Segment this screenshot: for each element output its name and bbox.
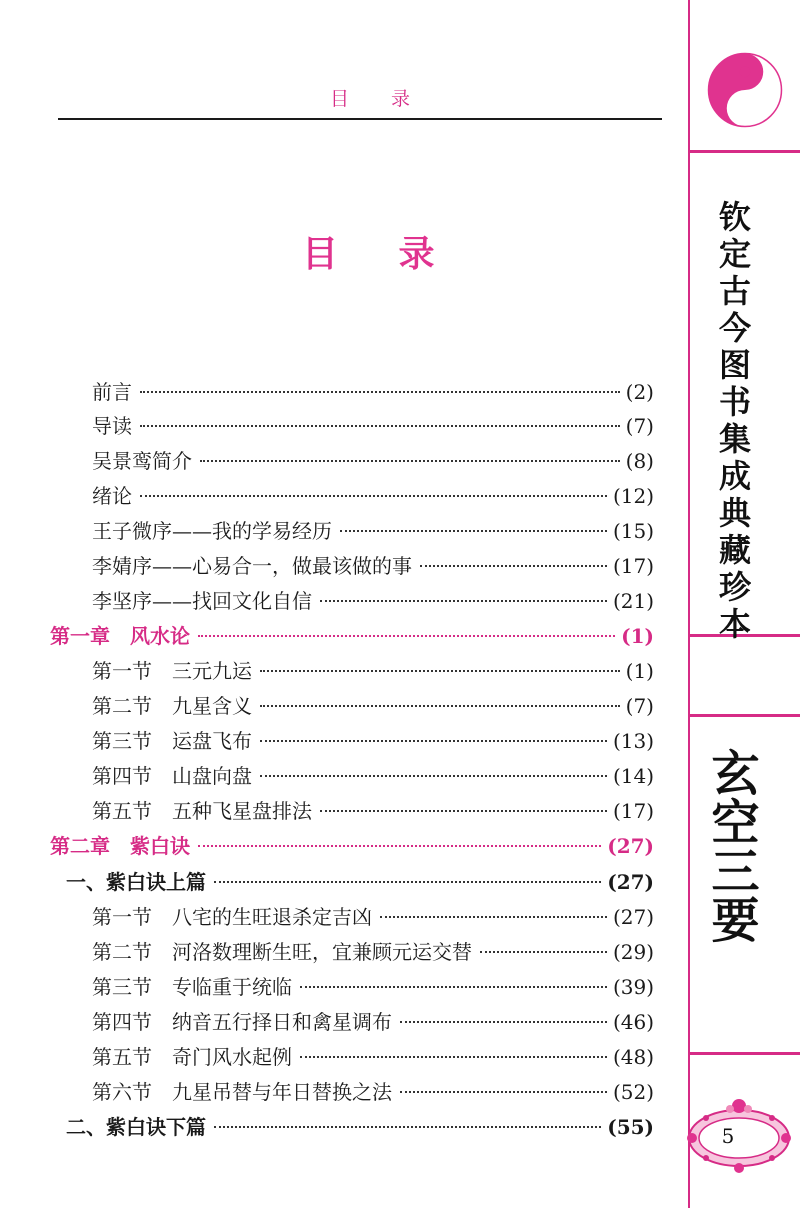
toc-entry-preface-li-jing[interactable]	[92, 550, 654, 584]
toc-entry-label: 绪论	[92, 484, 132, 508]
toc-part-2[interactable]	[66, 1111, 654, 1145]
header-rule	[58, 118, 662, 120]
leader-dots	[480, 951, 607, 953]
toc-entry-author-intro[interactable]	[92, 445, 654, 479]
toc-chapter-1[interactable]	[50, 620, 654, 654]
running-header: 目 录	[330, 88, 429, 110]
toc-page-number: (27)	[607, 834, 654, 858]
section-number: 第五节	[92, 799, 152, 823]
toc-part-1[interactable]	[66, 866, 654, 900]
toc-page-number: (46)	[612, 1010, 654, 1034]
section-title: 八宅的生旺退杀定吉凶	[172, 905, 372, 929]
leader-dots	[300, 1056, 607, 1058]
floral-ornament-icon	[684, 1096, 794, 1174]
toc-section-1-1[interactable]	[92, 655, 654, 689]
chapter-number: 第一章	[50, 624, 110, 648]
yin-yang-icon	[707, 52, 783, 128]
part-title: 一、紫白诀上篇	[66, 870, 206, 894]
toc-page-number: (1)	[625, 659, 654, 683]
section-title: 运盘飞布	[172, 729, 252, 753]
toc-page-number: (14)	[612, 764, 654, 788]
toc-page-number: (17)	[612, 799, 654, 823]
section-number: 第四节	[92, 764, 152, 788]
section-number: 第二节	[92, 694, 152, 718]
toc-entry-label: 吴景鸾简介	[92, 449, 192, 473]
toc-page-number: (15)	[612, 519, 654, 543]
section-number: 第一节	[92, 905, 152, 929]
toc-page-number: (39)	[612, 975, 654, 999]
toc-section-2-6[interactable]	[92, 1076, 654, 1110]
toc-page-number: (55)	[607, 1115, 654, 1139]
leader-dots	[420, 565, 607, 567]
section-title: 九星吊替与年日替换之法	[172, 1080, 392, 1104]
section-number: 第二节	[92, 940, 152, 964]
leader-dots	[320, 810, 607, 812]
part-title: 二、紫白诀下篇	[66, 1115, 206, 1139]
toc-page-number: (8)	[625, 449, 654, 473]
page-number: 5	[721, 1124, 735, 1148]
side-divider-bottom	[688, 1052, 800, 1055]
section-title: 专临重于统临	[172, 975, 292, 999]
toc-page-number: (12)	[612, 484, 654, 508]
book-title: 玄空三要	[703, 748, 759, 944]
section-number: 第五节	[92, 1045, 152, 1069]
section-title: 山盘向盘	[172, 764, 252, 788]
section-title: 纳音五行择日和禽星调布	[172, 1010, 392, 1034]
leader-dots	[140, 391, 620, 393]
section-title: 河洛数理断生旺，宜兼顾元运交替	[172, 940, 472, 964]
toc-section-2-3[interactable]	[92, 971, 654, 1005]
leader-dots	[214, 1126, 601, 1128]
leader-dots	[400, 1091, 607, 1093]
toc-section-1-4[interactable]	[92, 760, 654, 794]
toc-chapter-2[interactable]	[50, 830, 654, 864]
toc-page-number: (2)	[625, 380, 654, 404]
toc-entry-label: 李婧序——心易合一，做最该做的事	[92, 554, 412, 578]
toc-entry-preface-wang[interactable]	[92, 515, 654, 549]
toc-section-2-5[interactable]	[92, 1041, 654, 1075]
leader-dots	[260, 740, 607, 742]
leader-dots	[400, 1021, 607, 1023]
toc-entry-label: 导读	[92, 414, 132, 438]
section-number: 第三节	[92, 729, 152, 753]
section-title: 五种飞星盘排法	[172, 799, 312, 823]
side-divider-top	[688, 150, 800, 153]
toc-entry-label: 王子微序——我的学易经历	[92, 519, 332, 543]
section-title: 九星含义	[172, 694, 252, 718]
leader-dots	[214, 881, 601, 883]
leader-dots	[198, 845, 601, 847]
leader-dots	[380, 916, 607, 918]
toc-page-number: (1)	[621, 624, 654, 648]
leader-dots	[300, 986, 607, 988]
side-divider-middle-2	[688, 714, 800, 717]
leader-dots	[200, 460, 620, 462]
side-border-line	[688, 0, 690, 1208]
toc-entry-label: 李坚序——找回文化自信	[92, 589, 312, 613]
toc-page-number: (27)	[607, 870, 654, 894]
chapter-number: 第二章	[50, 834, 110, 858]
leader-dots	[198, 635, 615, 637]
leader-dots	[260, 705, 620, 707]
leader-dots	[140, 495, 607, 497]
toc-section-1-3[interactable]	[92, 725, 654, 759]
section-number: 第六节	[92, 1080, 152, 1104]
toc-entry-guide[interactable]	[92, 410, 654, 444]
page-title: 目 录	[302, 234, 459, 275]
toc-entry-preface[interactable]	[92, 376, 654, 410]
toc-page-number: (13)	[612, 729, 654, 753]
section-number: 第三节	[92, 975, 152, 999]
leader-dots	[140, 425, 620, 427]
series-title: 钦定古今图书集成典藏珍本	[714, 200, 752, 644]
toc-entry-introduction[interactable]	[92, 480, 654, 514]
toc-section-2-2[interactable]	[92, 936, 654, 970]
leader-dots	[320, 600, 607, 602]
section-number: 第一节	[92, 659, 152, 683]
section-number: 第四节	[92, 1010, 152, 1034]
chapter-title: 紫白诀	[130, 834, 190, 858]
toc-section-1-2[interactable]	[92, 690, 654, 724]
toc-page-number: (7)	[625, 414, 654, 438]
toc-page-number: (29)	[612, 940, 654, 964]
toc-entry-label: 前言	[92, 380, 132, 404]
leader-dots	[260, 670, 620, 672]
toc-page-number: (17)	[612, 554, 654, 578]
toc-section-2-1[interactable]	[92, 901, 654, 935]
leader-dots	[340, 530, 607, 532]
toc-page-number: (27)	[612, 905, 654, 929]
toc-page-number: (21)	[612, 589, 654, 613]
toc-section-2-4[interactable]	[92, 1006, 654, 1040]
toc-page-number: (7)	[625, 694, 654, 718]
leader-dots	[260, 775, 607, 777]
section-title: 三元九运	[172, 659, 252, 683]
toc-section-1-5[interactable]	[92, 795, 654, 829]
toc-page-number: (48)	[612, 1045, 654, 1069]
chapter-title: 风水论	[130, 624, 190, 648]
toc-page-number: (52)	[612, 1080, 654, 1104]
toc-entry-preface-li-jian[interactable]	[92, 585, 654, 619]
section-title: 奇门风水起例	[172, 1045, 292, 1069]
